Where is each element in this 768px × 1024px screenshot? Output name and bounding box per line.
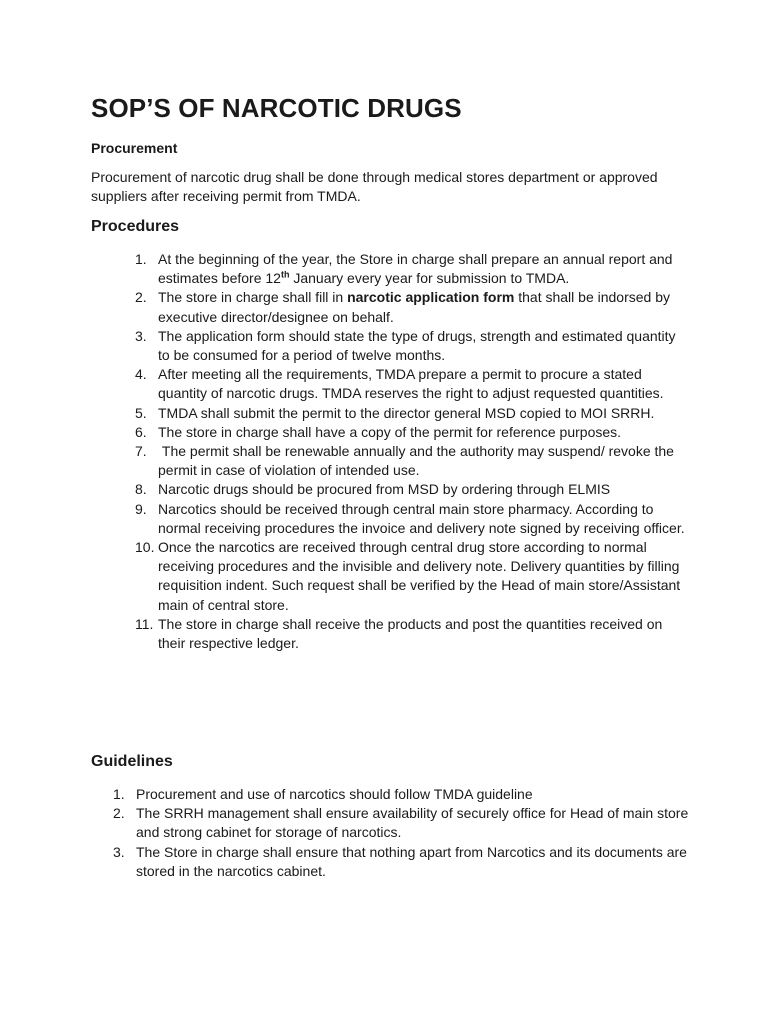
form-name-emphasis: narcotic application form (347, 289, 515, 306)
list-item-text: The SRRH management shall ensure availability of securely office for Head of main store and strong cabinet for storage of narcotics. (136, 805, 689, 841)
list-item-number: 5. (135, 404, 147, 421)
list-item (91, 442, 691, 480)
list-item-text: Procurement and use of narcotics should follow TMDA guideline (136, 786, 533, 802)
list-item (91, 480, 691, 499)
list-item-number: 2. (113, 805, 125, 822)
list-item-number: 8. (135, 481, 147, 498)
list-item (91, 423, 691, 442)
list-item-number: 6. (135, 423, 147, 440)
list-item-number: 10. (135, 539, 155, 556)
list-item-text: At the beginning of the year, the Store in charge shall prepare an annual report and estimates before 12th January every year for submission to TMDA. (158, 251, 673, 287)
list-item (91, 288, 691, 326)
procurement-paragraph: Procurement of narcotic drug shall be done through medical stores department or approved suppliers after receiving permit from TMDA. (91, 169, 658, 204)
guidelines-heading: Guidelines (91, 753, 173, 770)
list-item-text: Narcotic drugs should be procured from MSD by ordering through ELMIS (158, 481, 611, 498)
list-item-number: 2. (135, 289, 147, 306)
list-item-text: TMDA shall submit the permit to the director general MSD copied to MOI SRRH. (158, 404, 655, 421)
list-item (91, 785, 691, 804)
list-item (91, 404, 691, 423)
procurement-heading: Procurement (91, 140, 178, 156)
list-item-number: 11. (135, 615, 154, 632)
list-item-number: 7. (135, 443, 147, 460)
list-item-number: 3. (135, 327, 147, 344)
procedures-list (91, 250, 691, 653)
list-item-text: The permit shall be renewable annually and the authority may suspend/ revoke the permit in case of violation of intended use. (158, 443, 678, 479)
list-item-text: The store in charge shall have a copy of the permit for reference purposes. (158, 423, 622, 440)
list-item-text: After meeting all the requirements, TMDA prepare a permit to procure a stated quantity of narcotic drugs. TMDA reserves the right to adjust requested quantities. (158, 366, 664, 402)
list-item (91, 615, 691, 653)
list-item-text: Narcotics should be received through central main store pharmacy. According to normal receiving procedures the invoice and delivery note signed by receiving officer. (158, 500, 685, 536)
list-item-number: 1. (113, 786, 125, 802)
list-item (91, 538, 691, 615)
list-item-text: The store in charge shall fill in narcotic application form that shall be indorsed by executive director/designee on behalf. (158, 289, 670, 325)
list-item-number: 3. (113, 843, 125, 860)
list-item-text: The Store in charge shall ensure that nothing apart from Narcotics and its documents are stored in the narcotics cabinet. (136, 843, 687, 879)
list-item (91, 804, 691, 842)
list-item-text: Once the narcotics are received through central drug store according to normal receiving procedures and the invisible and delivery note. Delivery quantities by filling requisition indent. Such request shall be verified by the Head of main store/Assistant main of central store. (158, 539, 681, 613)
list-item-number: 4. (135, 366, 147, 383)
procedures-heading: Procedures (91, 218, 180, 235)
document-title: SOP’S OF NARCOTIC DRUGS (91, 93, 462, 123)
superscript-text: th (280, 269, 290, 280)
list-item (91, 327, 691, 365)
list-item (91, 365, 691, 403)
list-item-text: The store in charge shall receive the products and post the quantities received on their respective ledger. (158, 615, 663, 652)
guidelines-list (91, 785, 691, 881)
list-item-text: The application form should state the type of drugs, strength and estimated quantity to be consumed for a period of twelve months. (158, 327, 676, 364)
list-item-number: 1. (135, 251, 147, 267)
list-item (91, 843, 691, 881)
list-item (91, 250, 691, 288)
list-item (91, 500, 691, 538)
list-item-number: 9. (135, 500, 147, 517)
